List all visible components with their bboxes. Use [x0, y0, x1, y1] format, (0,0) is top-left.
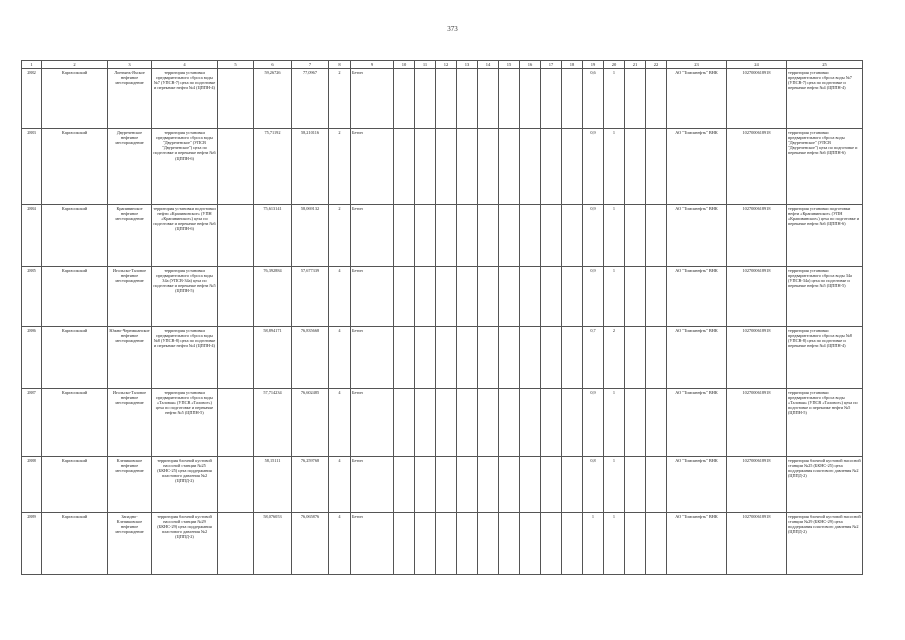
empty-cell: [646, 267, 667, 327]
empty-cell: [520, 327, 541, 389]
empty-cell: [394, 69, 415, 129]
volume-cell: 0,7: [583, 327, 604, 389]
header-cell: 5: [218, 61, 254, 69]
header-row: [22, 61, 863, 69]
count-cell: 2: [329, 205, 351, 267]
header-cell: 15: [499, 61, 520, 69]
row-number: 2886: [22, 327, 42, 389]
table-row: [22, 327, 863, 389]
table-row: [22, 205, 863, 267]
table-row: [22, 513, 863, 575]
description-cell: территория установки предварительного сброса воды "Двуреченское" (УПСВ "Двуреченское") цеха по подготовке и перекачке нефти №6 (ЦППН-6): [787, 129, 863, 205]
empty-cell: [218, 513, 254, 575]
empty-cell: [520, 69, 541, 129]
row-number: 2888: [22, 457, 42, 513]
count-cell: 4: [329, 267, 351, 327]
empty-cell: [646, 389, 667, 457]
ogrn-cell: 1027000618918: [727, 389, 787, 457]
header-cell: 8: [329, 61, 351, 69]
empty-cell: [218, 457, 254, 513]
description-cell: территория установки предварительного сброса воды №7 (УПСВ-7) цеха по подготовке и перекачке нефти №4 (ЦППН-4): [787, 69, 863, 129]
location-cell: территория установки предварительного сброса воды №7 (УПСВ-7) цеха по подготовке и перекачке нефти №4 (ЦППН-4): [152, 69, 218, 129]
empty-cell: [436, 457, 457, 513]
empty-cell: [394, 129, 415, 205]
empty-cell: [520, 457, 541, 513]
material-cell: Бетон: [351, 327, 394, 389]
field-cell: Лонтынь-Яхское нефтяное месторождение: [108, 69, 152, 129]
empty-cell: [457, 129, 478, 205]
empty-cell: [499, 327, 520, 389]
header-cell: 9: [351, 61, 394, 69]
empty-cell: [520, 205, 541, 267]
empty-cell: [541, 267, 562, 327]
empty-cell: [218, 389, 254, 457]
count-cell: 2: [329, 129, 351, 205]
quantity-cell: 1: [604, 457, 625, 513]
header-cell: 7: [292, 61, 329, 69]
ogrn-cell: 1027000618918: [727, 205, 787, 267]
district-cell: Каргасокский: [42, 327, 108, 389]
count-cell: 2: [329, 69, 351, 129]
material-cell: Бетон: [351, 69, 394, 129]
owner-cell: АО "Томскнефть" ВНК: [667, 267, 727, 327]
empty-cell: [562, 389, 583, 457]
material-cell: Бетон: [351, 389, 394, 457]
header-cell: 13: [457, 61, 478, 69]
district-cell: Каргасокский: [42, 205, 108, 267]
count-cell: 4: [329, 389, 351, 457]
empty-cell: [478, 129, 499, 205]
empty-cell: [625, 513, 646, 575]
owner-cell: АО "Томскнефть" ВНК: [667, 457, 727, 513]
empty-cell: [646, 513, 667, 575]
table-row: [22, 457, 863, 513]
ogrn-cell: 1027000618918: [727, 267, 787, 327]
volume-cell: 0,9: [583, 205, 604, 267]
empty-cell: [499, 69, 520, 129]
empty-cell: [562, 457, 583, 513]
empty-cell: [646, 327, 667, 389]
empty-cell: [499, 205, 520, 267]
empty-cell: [415, 513, 436, 575]
location-cell: территория установки подготовки нефти «Крапивинское» (УПН «Крапивинское») цеха по подготовке и перекачке нефти №6 (ЦППН-6): [152, 205, 218, 267]
empty-cell: [541, 457, 562, 513]
empty-cell: [436, 267, 457, 327]
material-cell: Бетон: [351, 457, 394, 513]
header-cell: 23: [667, 61, 727, 69]
header-cell: 25: [787, 61, 863, 69]
header-cell: 3: [108, 61, 152, 69]
field-cell: Южно-Черемшанское нефтяное месторождение: [108, 327, 152, 389]
field-cell: Двуреченское нефтяное месторождение: [108, 129, 152, 205]
empty-cell: [436, 129, 457, 205]
volume-cell: 0,8: [583, 457, 604, 513]
location-cell: территория установки предварительного сброса воды 34а (УПСВ-34а) цеха по подготовке и перекачке нефти №5 (ЦППН-5): [152, 267, 218, 327]
table-row: [22, 69, 863, 129]
empty-cell: [562, 267, 583, 327]
empty-cell: [499, 513, 520, 575]
count-cell: 4: [329, 513, 351, 575]
quantity-cell: 2: [604, 327, 625, 389]
location-cell: территория установки предварительного сброса воды «Таловая» (УПСВ «Таловое») цеха по подготовке и перекачке нефти №5 (ЦППН-5): [152, 389, 218, 457]
empty-cell: [646, 457, 667, 513]
empty-cell: [499, 457, 520, 513]
empty-cell: [562, 513, 583, 575]
empty-cell: [415, 267, 436, 327]
empty-cell: [625, 389, 646, 457]
longitude-cell: 57,677339: [292, 267, 329, 327]
district-cell: Каргасокский: [42, 267, 108, 327]
empty-cell: [457, 205, 478, 267]
ogrn-cell: 1027000618918: [727, 129, 787, 205]
field-cell: Крапивинское нефтяное месторождение: [108, 205, 152, 267]
empty-cell: [541, 69, 562, 129]
empty-cell: [436, 389, 457, 457]
empty-cell: [394, 267, 415, 327]
volume-cell: 0,6: [583, 69, 604, 129]
header-cell: 17: [541, 61, 562, 69]
table-row: [22, 389, 863, 457]
district-cell: Каргасокский: [42, 389, 108, 457]
owner-cell: АО "Томскнефть" ВНК: [667, 205, 727, 267]
latitude-cell: 58,894171: [254, 327, 292, 389]
description-cell: территория блочной кустовой насосной станции №25 (БКНС-25) цеха поддержания пластового давления №2 (ЦППД-2): [787, 457, 863, 513]
empty-cell: [625, 457, 646, 513]
material-cell: Бетон: [351, 513, 394, 575]
row-number: 2884: [22, 205, 42, 267]
longitude-cell: 76,602485: [292, 389, 329, 457]
owner-cell: АО "Томскнефть" ВНК: [667, 69, 727, 129]
volume-cell: 0,9: [583, 389, 604, 457]
ogrn-cell: 1027000618918: [727, 327, 787, 389]
owner-cell: АО "Томскнефть" ВНК: [667, 389, 727, 457]
empty-cell: [562, 327, 583, 389]
empty-cell: [562, 129, 583, 205]
location-cell: территория блочной кустовой насосной станции №29 (БКНС-29) цеха поддержания пластового давления №2 (ЦППД-2): [152, 513, 218, 575]
empty-cell: [625, 205, 646, 267]
empty-cell: [436, 513, 457, 575]
empty-cell: [520, 389, 541, 457]
empty-cell: [394, 457, 415, 513]
empty-cell: [478, 205, 499, 267]
description-cell: территория установки подготовки нефти «Крапивинское» (УПН «Крапивинское») цеха по подготовке и перекачке нефти №6 (ЦППН-6): [787, 205, 863, 267]
longitude-cell: 76,835668: [292, 327, 329, 389]
registry-table-container: [21, 60, 861, 575]
empty-cell: [625, 267, 646, 327]
empty-cell: [457, 389, 478, 457]
row-number: 2889: [22, 513, 42, 575]
empty-cell: [625, 129, 646, 205]
location-cell: территория установки предварительного сброса воды "Двуреченское" (УПСВ "Двуреченское") цеха по подготовке и перекачке нефти №6 (ЦППН-6): [152, 129, 218, 205]
empty-cell: [541, 129, 562, 205]
empty-cell: [541, 205, 562, 267]
row-number: 2887: [22, 389, 42, 457]
longitude-cell: 76,065876: [292, 513, 329, 575]
quantity-cell: 1: [604, 513, 625, 575]
ogrn-cell: 1027000618918: [727, 513, 787, 575]
empty-cell: [499, 129, 520, 205]
ogrn-cell: 1027000618918: [727, 457, 787, 513]
empty-cell: [478, 327, 499, 389]
header-cell: 12: [436, 61, 457, 69]
material-cell: Бетон: [351, 205, 394, 267]
header-cell: 11: [415, 61, 436, 69]
empty-cell: [520, 129, 541, 205]
volume-cell: 1: [583, 513, 604, 575]
volume-cell: 0,9: [583, 267, 604, 327]
header-cell: 18: [562, 61, 583, 69]
empty-cell: [457, 267, 478, 327]
empty-cell: [415, 327, 436, 389]
empty-cell: [646, 205, 667, 267]
empty-cell: [457, 327, 478, 389]
empty-cell: [646, 69, 667, 129]
empty-cell: [394, 389, 415, 457]
header-cell: 6: [254, 61, 292, 69]
empty-cell: [478, 513, 499, 575]
empty-cell: [541, 513, 562, 575]
field-cell: Игольско-Таловое нефтяное месторождение: [108, 389, 152, 457]
header-cell: 14: [478, 61, 499, 69]
row-number: 2885: [22, 267, 42, 327]
latitude-cell: 58,076053: [254, 513, 292, 575]
header-cell: 2: [42, 61, 108, 69]
empty-cell: [415, 457, 436, 513]
empty-cell: [218, 69, 254, 129]
empty-cell: [436, 69, 457, 129]
empty-cell: [478, 389, 499, 457]
location-cell: территория блочной кустовой насосной станции №25 (БКНС-25) цеха поддержания пластового давления №2 (ЦППД-2): [152, 457, 218, 513]
count-cell: 4: [329, 457, 351, 513]
header-cell: 24: [727, 61, 787, 69]
field-cell: Игольско-Таловое нефтяное месторождение: [108, 267, 152, 327]
empty-cell: [562, 69, 583, 129]
table-row: [22, 129, 863, 205]
row-number: 2883: [22, 129, 42, 205]
header-cell: 21: [625, 61, 646, 69]
latitude-cell: 59,26726: [254, 69, 292, 129]
quantity-cell: 1: [604, 129, 625, 205]
empty-cell: [499, 389, 520, 457]
description-cell: территория установки предварительного сброса воды 34а (УПСВ-34а) цеха по подготовке и перекачке нефти №5 (ЦППН-5): [787, 267, 863, 327]
empty-cell: [415, 69, 436, 129]
longitude-cell: 77,0967: [292, 69, 329, 129]
empty-cell: [520, 513, 541, 575]
empty-cell: [457, 513, 478, 575]
empty-cell: [520, 267, 541, 327]
material-cell: Бетон: [351, 129, 394, 205]
latitude-cell: 76,392884: [254, 267, 292, 327]
header-cell: 20: [604, 61, 625, 69]
page-number: 373: [447, 25, 458, 33]
empty-cell: [436, 205, 457, 267]
header-cell: 16: [520, 61, 541, 69]
ogrn-cell: 1027000618918: [727, 69, 787, 129]
district-cell: Каргасокский: [42, 69, 108, 129]
owner-cell: АО "Томскнефть" ВНК: [667, 513, 727, 575]
empty-cell: [436, 327, 457, 389]
empty-cell: [218, 129, 254, 205]
header-cell: 4: [152, 61, 218, 69]
empty-cell: [415, 205, 436, 267]
count-cell: 4: [329, 327, 351, 389]
empty-cell: [478, 457, 499, 513]
description-cell: территория установки предварительного сброса воды №8 (УПСВ-8) цеха по подготовке и перекачке нефти №4 (ЦППН-4): [787, 327, 863, 389]
quantity-cell: 1: [604, 389, 625, 457]
description-cell: территория блочной кустовой насосной станции №29 (БКНС-29) цеха поддержания пластового давления №2 (ЦППД-2): [787, 513, 863, 575]
latitude-cell: 75,613141: [254, 205, 292, 267]
empty-cell: [394, 327, 415, 389]
empty-cell: [218, 327, 254, 389]
empty-cell: [457, 457, 478, 513]
quantity-cell: 1: [604, 205, 625, 267]
quantity-cell: 1: [604, 69, 625, 129]
header-cell: 22: [646, 61, 667, 69]
empty-cell: [218, 267, 254, 327]
empty-cell: [478, 267, 499, 327]
district-cell: Каргасокский: [42, 129, 108, 205]
empty-cell: [457, 69, 478, 129]
empty-cell: [562, 205, 583, 267]
header-cell: 10: [394, 61, 415, 69]
empty-cell: [541, 389, 562, 457]
latitude-cell: 75,71192: [254, 129, 292, 205]
empty-cell: [646, 129, 667, 205]
empty-cell: [499, 267, 520, 327]
registry-table: [21, 60, 863, 575]
longitude-cell: 58,069132: [292, 205, 329, 267]
owner-cell: АО "Томскнефть" ВНК: [667, 129, 727, 205]
empty-cell: [415, 129, 436, 205]
district-cell: Каргасокский: [42, 457, 108, 513]
row-number: 2882: [22, 69, 42, 129]
latitude-cell: 58,15111: [254, 457, 292, 513]
latitude-cell: 57,714234: [254, 389, 292, 457]
district-cell: Каргасокский: [42, 513, 108, 575]
field-cell: Западно-Клепиковское нефтяное месторождение: [108, 513, 152, 575]
empty-cell: [625, 69, 646, 129]
empty-cell: [218, 205, 254, 267]
empty-cell: [394, 205, 415, 267]
longitude-cell: 76,259768: [292, 457, 329, 513]
owner-cell: АО "Томскнефть" ВНК: [667, 327, 727, 389]
empty-cell: [478, 69, 499, 129]
empty-cell: [415, 389, 436, 457]
material-cell: Бетон: [351, 267, 394, 327]
description-cell: территория установки предварительного сброса воды «Таловая» (УПСВ «Таловое») цеха по подготовке и перекачке нефти №5 (ЦППН-5): [787, 389, 863, 457]
empty-cell: [625, 327, 646, 389]
longitude-cell: 58,210116: [292, 129, 329, 205]
quantity-cell: 1: [604, 267, 625, 327]
empty-cell: [541, 327, 562, 389]
table-row: [22, 267, 863, 327]
empty-cell: [394, 513, 415, 575]
volume-cell: 0,9: [583, 129, 604, 205]
location-cell: территория установки предварительного сброса воды №8 (УПСВ-8) цеха по подготовке и перекачке нефти №4 (ЦППН-4): [152, 327, 218, 389]
header-cell: 1: [22, 61, 42, 69]
header-cell: 19: [583, 61, 604, 69]
field-cell: Клепиковское нефтяное месторождение: [108, 457, 152, 513]
